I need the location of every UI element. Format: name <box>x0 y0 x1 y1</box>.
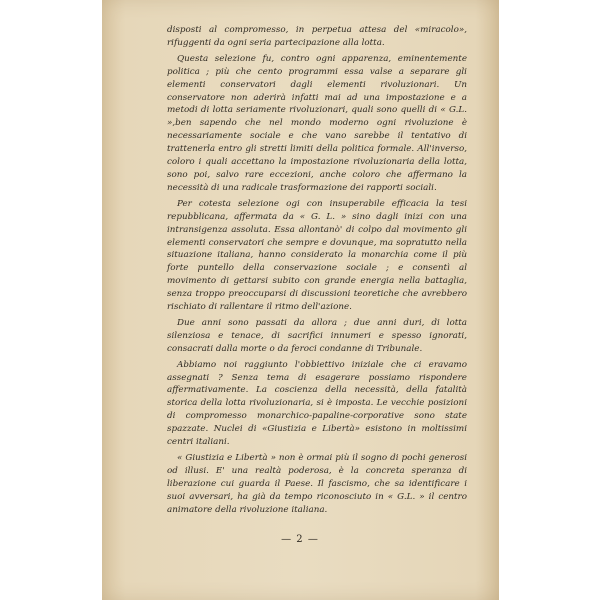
paragraph-1: disposti al compromesso, in perpetua attesa del «miracolo», rifuggenti da ogni seria partecipazione alla lotta. <box>167 25 467 48</box>
page-number: — 2 — <box>281 534 319 545</box>
paragraph-4: Due anni sono passati da allora ; due anni duri, di lotta silenziosa e tenace, di sacrifici innumeri e spesso ignorati, consacrati dalla morte o da feroci condanne di Tribunale. <box>167 317 467 354</box>
paragraph-5: Abbiamo noi raggiunto l'obbiettivo iniziale che ci eravamo assegnati ? Senza tema di esagerare possiamo rispondere affermativamente. La coscienza della necessità, della fatalità storica della lotta rivoluzionaria, si è imposta. Le vecchie posizioni di compromesso monarchico-papaline-corporative sono state spazzate. Nuclei di «Giustizia e Libertà» esistono in moltissimi centri italiani. <box>167 359 467 448</box>
paragraph-2: Questa selezione fu, contro ogni apparenza, eminentemente politica ; più che cento programmi essa valse a separare gli elementi conservatori dagli elementi rivoluzionari. Un conservatore non aderirà infatti mai ad una impostazione e a metodi di lotta seriamente rivoluzionari, quali sono quelli di « G.L. »,ben sapendo che nel mondo moderno ogni rivoluzione è necessariamente sociale e che vano sarebbe il tentativo di trattenerla entro gli stretti limiti della politica formale. All'inverso, coloro i quali accettano la impostazione rivoluzionaria della lotta, sono poi, salvo rare eccezioni, anche coloro che affermano la necessità di una radicale trasformazione dei rapporti sociali. <box>167 53 467 193</box>
body-text <box>167 24 467 520</box>
paragraph-3: Per cotesta selezione ogi con insuperabile efficacia la tesi repubblicana, affermata da « G. L. » sino dagli inizi con una intransigenza assoluta. Essa allontanò' di colpo dal movimento gli elementi conservatori che sempre e dovunque, ma sopratutto nella situazione italiana, hanno considerato la monarchia come il più forte puntello della conservazione sociale ; e consentì al movimento di gettarsi subito con grande energia nella battaglia, senza troppo preoccuparsi di discussioni teoretiche che avrebbero rischiato di rallentare il ritmo dell'azione. <box>167 198 467 313</box>
paragraph-6: « Giustizia e Libertà » non è ormai più il sogno di pochi generosi od illusi. E' una realtà poderosa, è la concreta speranza di liberazione cui guarda il Paese. Il fascismo, che sa identificare i suoi avversari, ha già da tempo riconosciuto in « G.L. » il centro animatore della rivoluzione italiana. <box>167 453 467 515</box>
